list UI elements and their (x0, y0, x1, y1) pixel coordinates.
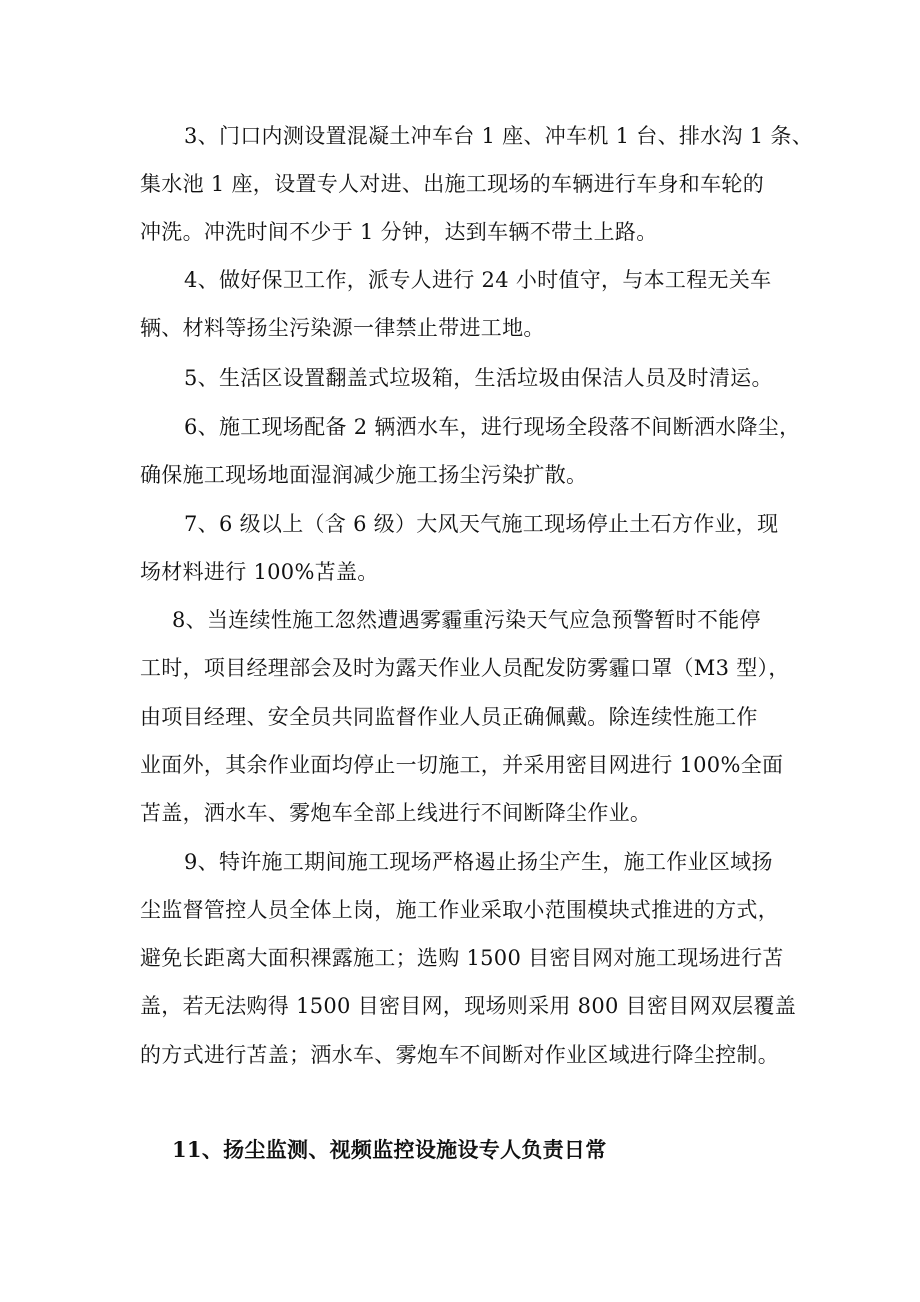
paragraph-5-line-1: 5、生活区设置翻盖式垃圾箱，生活垃圾由保洁人员及时清运。 (184, 366, 773, 390)
paragraph-9-line-2: 尘监督管控人员全体上岗，施工作业采取小范围模块式推进的方式， (140, 898, 779, 922)
paragraph-6-line-1: 6、施工现场配备 2 辆洒水车，进行现场全段落不间断洒水降尘， (184, 415, 801, 439)
paragraph-9-line-1: 9、特许施工期间施工现场严格遏止扬尘产生，施工作业区域扬 (184, 850, 773, 874)
paragraph-8-line-5: 苫盖，洒水车、雾炮车全部上线进行不间断降尘作业。 (140, 801, 652, 825)
paragraph-8-line-4: 业面外，其余作业面均停止一切施工，并采用密目网进行 100%全面 (140, 753, 784, 777)
paragraph-8-line-3: 由项目经理、安全员共同监督作业人员正确佩戴。除连续性施工作 (140, 705, 758, 729)
paragraph-7-line-1: 7、6 级以上（含 6 级）大风天气施工现场停止土石方作业，现 (184, 512, 779, 536)
paragraph-9-line-3: 避免长距离大面积裸露施工；选购 1500 目密目网对施工现场进行苫 (140, 946, 784, 970)
paragraph-7-line-2: 场材料进行 100%苫盖。 (140, 560, 379, 584)
paragraph-3-line-3: 冲洗。冲洗时间不少于 1 分钟，达到车辆不带土上路。 (140, 220, 658, 244)
paragraph-3-line-1: 3、门口内测设置混凝土冲车台 1 座、冲车机 1 台、排水沟 1 条、 (184, 124, 813, 148)
paragraph-3-line-2: 集水池 1 座，设置专人对进、出施工现场的车辆进行车身和车轮的 (140, 172, 765, 196)
section-heading-11: 11、扬尘监测、视频监控设施设专人负责日常 (172, 1137, 607, 1162)
paragraph-9-line-4: 盖，若无法购得 1500 目密目网，现场则采用 800 目密目网双层覆盖 (140, 994, 797, 1018)
paragraph-4-line-2: 辆、材料等扬尘污染源一律禁止带进工地。 (140, 316, 545, 340)
paragraph-9-line-5: 的方式进行苫盖；洒水车、雾炮车不间断对作业区域进行降尘控制。 (140, 1043, 779, 1067)
paragraph-4-line-1: 4、做好保卫工作，派专人进行 24 小时值守，与本工程无关车 (184, 268, 772, 292)
paragraph-8-line-1: 8、当连续性施工忽然遭遇雾霾重污染天气应急预警暂时不能停 (172, 608, 761, 632)
paragraph-8-line-2: 工时，项目经理部会及时为露天作业人员配发防雾霾口罩（M3 型）， (140, 656, 790, 680)
paragraph-6-line-2: 确保施工现场地面湿润减少施工扬尘污染扩散。 (140, 463, 588, 487)
